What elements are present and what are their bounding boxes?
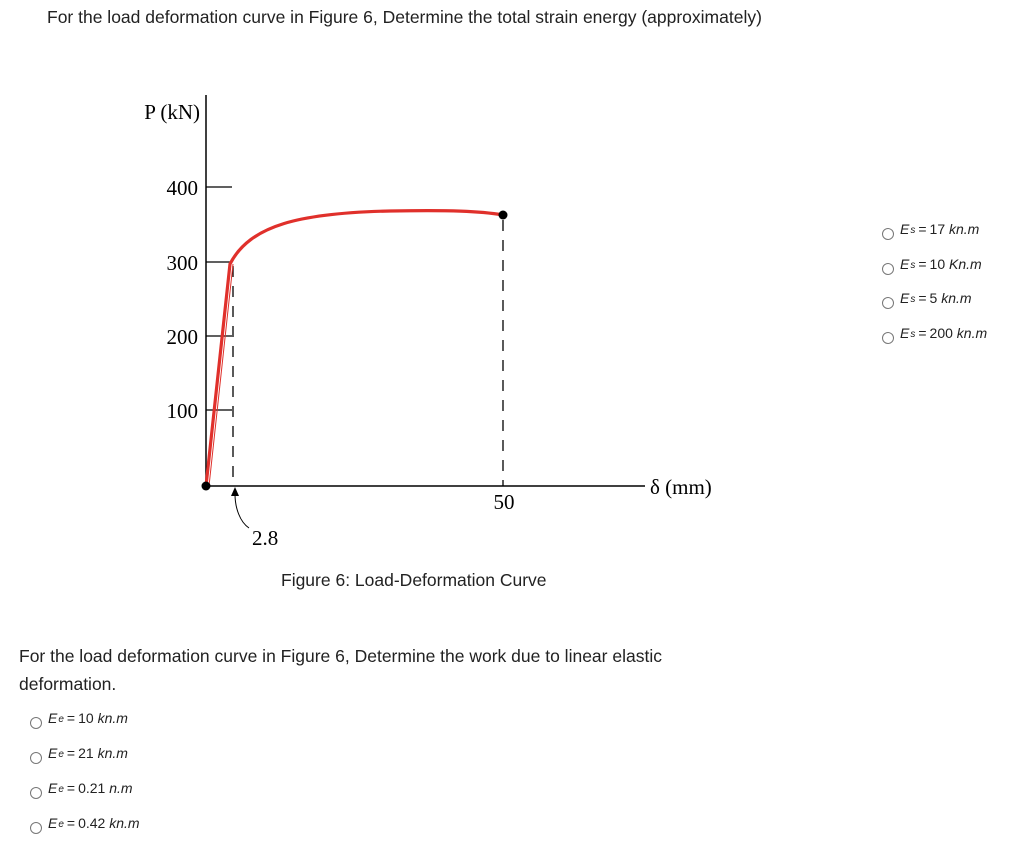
option-subscript: s	[910, 328, 916, 340]
option-value: 5	[929, 290, 938, 306]
option-symbol: E	[48, 815, 58, 831]
option-ee-0-21[interactable]: E e = 0.21 n.m	[30, 780, 140, 815]
load-deformation-curve	[206, 211, 503, 486]
option-subscript: e	[58, 784, 64, 795]
option-value: 21	[78, 745, 94, 761]
option-subscript: e	[58, 714, 64, 725]
option-unit: kn.m	[97, 745, 128, 761]
question-2-options	[30, 710, 140, 850]
option-subscript: s	[910, 294, 916, 305]
radio-button[interactable]	[30, 822, 42, 834]
x-tick-label-50: 50	[493, 490, 515, 514]
annotation-arrowhead	[231, 487, 239, 496]
radio-button[interactable]	[882, 297, 894, 309]
question-1-text: For the load deformation curve in Figure 6, Determine the total strain energy (approximately)	[47, 7, 762, 27]
option-unit: kn.m	[97, 710, 128, 726]
option-unit: n.m	[109, 780, 133, 796]
option-unit: kn.m	[941, 290, 972, 306]
annotation-label: 2.8	[252, 526, 279, 550]
radio-button[interactable]	[30, 787, 42, 799]
question-1-options	[882, 221, 987, 359]
option-value: 17	[929, 221, 946, 237]
annotation-arrow	[235, 494, 249, 528]
option-value: 10	[78, 710, 94, 726]
radio-button[interactable]	[882, 263, 894, 275]
radio-button[interactable]	[30, 717, 42, 729]
radio-button[interactable]	[882, 332, 894, 344]
radio-button[interactable]	[882, 228, 894, 240]
y-tick-label-400: 400	[166, 176, 198, 200]
option-value: 10	[929, 255, 946, 272]
origin-point	[202, 482, 211, 491]
option-es-10[interactable]: E s = 10 Kn.m	[882, 256, 987, 291]
y-axis-label: P (kN)	[144, 100, 200, 124]
option-unit: kn.m	[109, 815, 140, 831]
option-unit: kn.m	[956, 324, 988, 341]
option-symbol: E	[48, 780, 58, 796]
option-unit: kn.m	[949, 221, 980, 237]
option-value: 200	[929, 324, 953, 341]
option-es-17[interactable]: E s = 17 kn.m	[882, 221, 987, 256]
radio-button[interactable]	[30, 752, 42, 764]
option-symbol: E	[900, 324, 910, 341]
rupture-point	[499, 211, 508, 220]
x-axis-label: δ (mm)	[650, 475, 712, 499]
elastic-line-highlight	[209, 264, 233, 486]
option-unit: Kn.m	[949, 255, 982, 272]
option-symbol: E	[48, 745, 58, 761]
option-value: 0.21	[78, 780, 106, 796]
y-tick-label-300: 300	[166, 251, 198, 275]
option-subscript: e	[58, 819, 64, 830]
option-subscript: s	[910, 259, 916, 271]
option-subscript: s	[910, 225, 916, 236]
option-symbol: E	[900, 221, 910, 237]
y-tick-label-100: 100	[166, 399, 198, 423]
option-symbol: E	[900, 255, 910, 272]
option-es-5[interactable]: E s = 5 kn.m	[882, 290, 987, 325]
question-2-text: For the load deformation curve in Figure 6, Determine the work due to linear elastic deformation.	[19, 646, 662, 694]
option-symbol: E	[48, 710, 58, 726]
option-ee-21[interactable]: E e = 21 kn.m	[30, 745, 140, 780]
y-tick-label-200: 200	[166, 325, 198, 349]
option-es-200[interactable]: E s = 200 kn.m	[882, 325, 987, 360]
option-ee-10[interactable]: E e = 10 kn.m	[30, 710, 140, 745]
figure-caption: Figure 6: Load-Deformation Curve	[281, 570, 547, 590]
option-symbol: E	[900, 290, 910, 306]
option-value: 0.42	[78, 815, 106, 831]
option-subscript: e	[58, 749, 64, 760]
option-ee-0-42[interactable]: E e = 0.42 kn.m	[30, 815, 140, 850]
